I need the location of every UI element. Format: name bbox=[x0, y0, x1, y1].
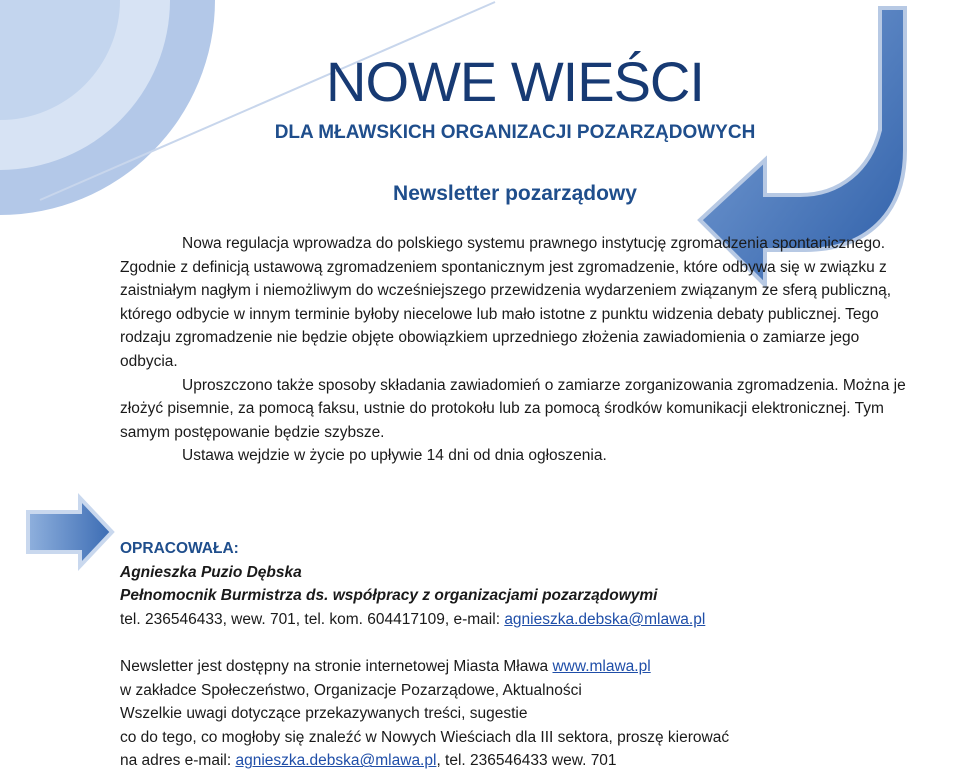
newsletter-title: NOWE WIEŚCI bbox=[326, 50, 704, 113]
article-body bbox=[120, 232, 910, 468]
author-role: Pełnomocnik Burmistrza ds. współpracy z organizacjami pozarządowymi bbox=[120, 587, 658, 605]
footer-text: Newsletter jest dostępny na stronie internetowej Miasta Mława bbox=[120, 657, 553, 675]
footer-line: w zakładce Społeczeństwo, Organizacje Pozarządowe, Aktualności bbox=[120, 681, 582, 699]
newsletter-subtitle: DLA MŁAWSKICH ORGANIZACJI POZARZĄDOWYCH bbox=[274, 122, 756, 143]
footer-line-website bbox=[120, 655, 880, 679]
credits-label: OPRACOWAŁA: bbox=[120, 540, 239, 557]
right-arrow-icon bbox=[28, 498, 112, 566]
footer-line: Wszelkie uwagi dotyczące przekazywanych treści, sugestie bbox=[120, 705, 528, 723]
contact-text: tel. 236546433, wew. 701, tel. kom. 604417109, e-mail: bbox=[120, 610, 505, 628]
website-link[interactable]: www.mlawa.pl bbox=[552, 657, 651, 675]
author-name: Agnieszka Puzio Dębska bbox=[120, 563, 302, 581]
author-contact bbox=[120, 608, 880, 632]
footer-email-link[interactable]: agnieszka.debska@mlawa.pl bbox=[235, 752, 437, 770]
section-title: Newsletter pozarządowy bbox=[393, 182, 637, 205]
footer-text: na adres e-mail: bbox=[120, 752, 236, 770]
spacer bbox=[120, 631, 880, 655]
footer-text: , tel. 236546433 wew. 701 bbox=[436, 752, 617, 770]
article-paragraph: Ustawa wejdzie w życie po upływie 14 dni od dnia ogłoszenia. bbox=[182, 447, 607, 465]
footer-line-email bbox=[120, 749, 880, 773]
article-paragraph: Nowa regulacja wprowadza do polskiego systemu prawnego instytucję zgromadzenia spontanicznego. Zgodnie z definicją ustawową zgromadzeniem spontanicznym jest zgromadzenie, które odbywa się w związku z zaistniałym nagłym i niemożliwym do wcześniejszego przewidzenia wydarzeniem związanym ze sferą publiczną, którego odbycie w innym terminie byłoby niecelowe lub mało istotne z punktu widzenia debaty publicznej. Tego rodzaju zgromadzenie nie będzie objęte obowiązkiem uprzedniego złożenia zawiadomienia o zamiarze jego odbycia. bbox=[120, 235, 892, 370]
author-email-link[interactable]: agnieszka.debska@mlawa.pl bbox=[504, 610, 706, 628]
credits-block bbox=[120, 537, 880, 773]
article-paragraph: Uproszczono także sposoby składania zawiadomień o zamiarze zorganizowania zgromadzenia. Można je złożyć pisemnie, za pomocą faksu, ustnie do protokołu lub za pomocą środków komunikacji elektronicznej. Tym samym postępowanie będzie szybsze. bbox=[120, 376, 906, 441]
footer-line: co do tego, co mogłoby się znaleźć w Nowych Wieściach dla III sektora, proszę kierować bbox=[120, 728, 730, 746]
